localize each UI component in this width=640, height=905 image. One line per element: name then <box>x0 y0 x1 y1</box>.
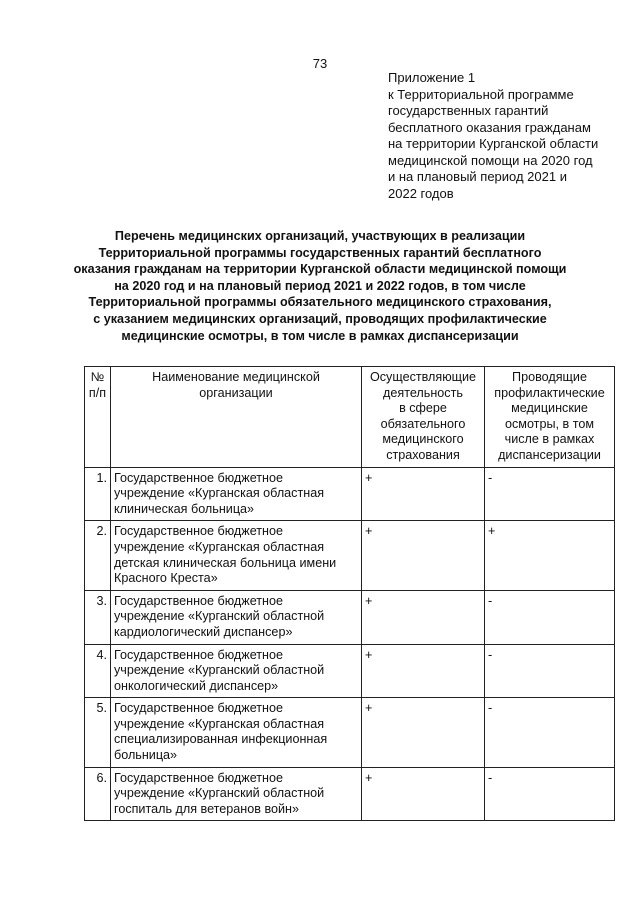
row-number: 3. <box>85 590 111 644</box>
row-number: 6. <box>85 767 111 821</box>
name-line: учреждение «Курганская областная <box>114 486 325 501</box>
name-line: учреждение «Курганский областной <box>114 786 325 801</box>
name-line: Государственное бюджетное <box>114 647 284 662</box>
prof-mark: - <box>485 698 615 767</box>
appendix-line: на территории Курганской области <box>388 136 599 151</box>
oms-mark: + <box>362 590 485 644</box>
organization-name <box>111 644 362 698</box>
oms-mark: + <box>362 767 485 821</box>
table-header-row <box>85 367 615 468</box>
appendix-line: бесплатного оказания гражданам <box>388 119 591 135</box>
organization-name <box>111 467 362 521</box>
name-line: госпиталь для ветеранов войн» <box>114 801 299 816</box>
row-number: 1. <box>85 467 111 521</box>
oms-mark: + <box>362 467 485 521</box>
name-line: онкологический диспансер» <box>114 678 279 693</box>
name-line: больница» <box>114 748 178 763</box>
header-line: страхования <box>386 447 460 462</box>
appendix-line: и на плановый период 2021 и <box>388 169 567 184</box>
oms-mark: + <box>362 521 485 590</box>
title-line: оказания гражданам на территории Курганской области медицинской помощи <box>73 262 567 277</box>
name-line: Красного Креста» <box>114 571 218 586</box>
table-row <box>85 644 615 698</box>
header-line: п/п <box>88 385 107 400</box>
header-name <box>111 367 362 468</box>
appendix-line: государственных гарантий <box>388 103 549 118</box>
table-row <box>85 698 615 767</box>
page-number: 73 <box>312 56 328 71</box>
header-line: Наименование медицинской <box>152 370 320 384</box>
header-line: числе в рамках <box>504 432 595 447</box>
name-line: Государственное бюджетное <box>114 470 284 485</box>
name-line: учреждение «Курганский областной <box>114 663 325 678</box>
title-line: на 2020 год и на плановый период 2021 и 2022 годов, в том числе <box>114 278 526 293</box>
prof-mark: - <box>485 644 615 698</box>
name-line: Государственное бюджетное <box>114 770 284 785</box>
table-row <box>85 521 615 590</box>
prof-mark: - <box>485 767 615 821</box>
appendix-line: медицинской помощи на 2020 год <box>388 152 593 168</box>
name-line: учреждение «Курганская областная <box>114 716 325 731</box>
appendix-line: 2022 годов <box>388 185 454 201</box>
title-line: медицинские осмотры, в том числе в рамках диспансеризации <box>121 328 519 343</box>
header-line: Осуществляющие <box>369 370 477 384</box>
table-row <box>85 767 615 821</box>
row-number: 5. <box>85 698 111 767</box>
name-line: кардиологический диспансер» <box>114 624 293 639</box>
header-line: Проводящие <box>512 370 587 384</box>
organizations-table <box>84 366 615 821</box>
header-line: деятельность <box>383 385 463 400</box>
document-title <box>60 228 580 344</box>
title-line: Перечень медицинских организаций, участвующих в реализации <box>114 229 526 243</box>
name-line: учреждение «Курганский областной <box>114 609 325 624</box>
header-line: осмотры, в том <box>505 416 594 431</box>
header-line: обязательного <box>380 416 466 431</box>
header-line: профилактические <box>494 385 605 400</box>
header-line: № <box>90 370 105 384</box>
organization-name <box>111 767 362 821</box>
prof-mark: - <box>485 590 615 644</box>
appendix-line: Приложение 1 <box>388 70 476 85</box>
title-line: Территориальной программы обязательного медицинского страхования, <box>88 295 552 310</box>
header-oms <box>362 367 485 468</box>
title-line: Территориальной программы государственных гарантий бесплатного <box>98 245 542 260</box>
prof-mark: - <box>485 467 615 521</box>
name-line: детская клиническая больница имени <box>114 555 337 570</box>
prof-mark: + <box>485 521 615 590</box>
header-line: диспансеризации <box>498 447 601 462</box>
name-line: учреждение «Курганская областная <box>114 539 325 554</box>
header-num <box>85 367 111 468</box>
organization-name <box>111 590 362 644</box>
row-number: 2. <box>85 521 111 590</box>
name-line: Государственное бюджетное <box>114 593 284 608</box>
header-line: организации <box>199 385 273 400</box>
name-line: специализированная инфекционная <box>114 732 328 747</box>
name-line: Государственное бюджетное <box>114 524 284 539</box>
appendix-line: к Территориальной программе <box>388 86 574 102</box>
row-number: 4. <box>85 644 111 698</box>
appendix-note <box>388 70 628 202</box>
table-row <box>85 590 615 644</box>
organization-name <box>111 698 362 767</box>
name-line: Государственное бюджетное <box>114 701 284 716</box>
name-line: клиническая больница» <box>114 501 255 516</box>
title-line: с указанием медицинских организаций, проводящих профилактические <box>93 311 547 326</box>
organization-name <box>111 521 362 590</box>
header-line: в сфере <box>399 401 447 416</box>
oms-mark: + <box>362 698 485 767</box>
header-line: медицинские <box>511 401 588 416</box>
oms-mark: + <box>362 644 485 698</box>
header-prof <box>485 367 615 468</box>
header-line: медицинского <box>382 432 464 447</box>
table-row <box>85 467 615 521</box>
